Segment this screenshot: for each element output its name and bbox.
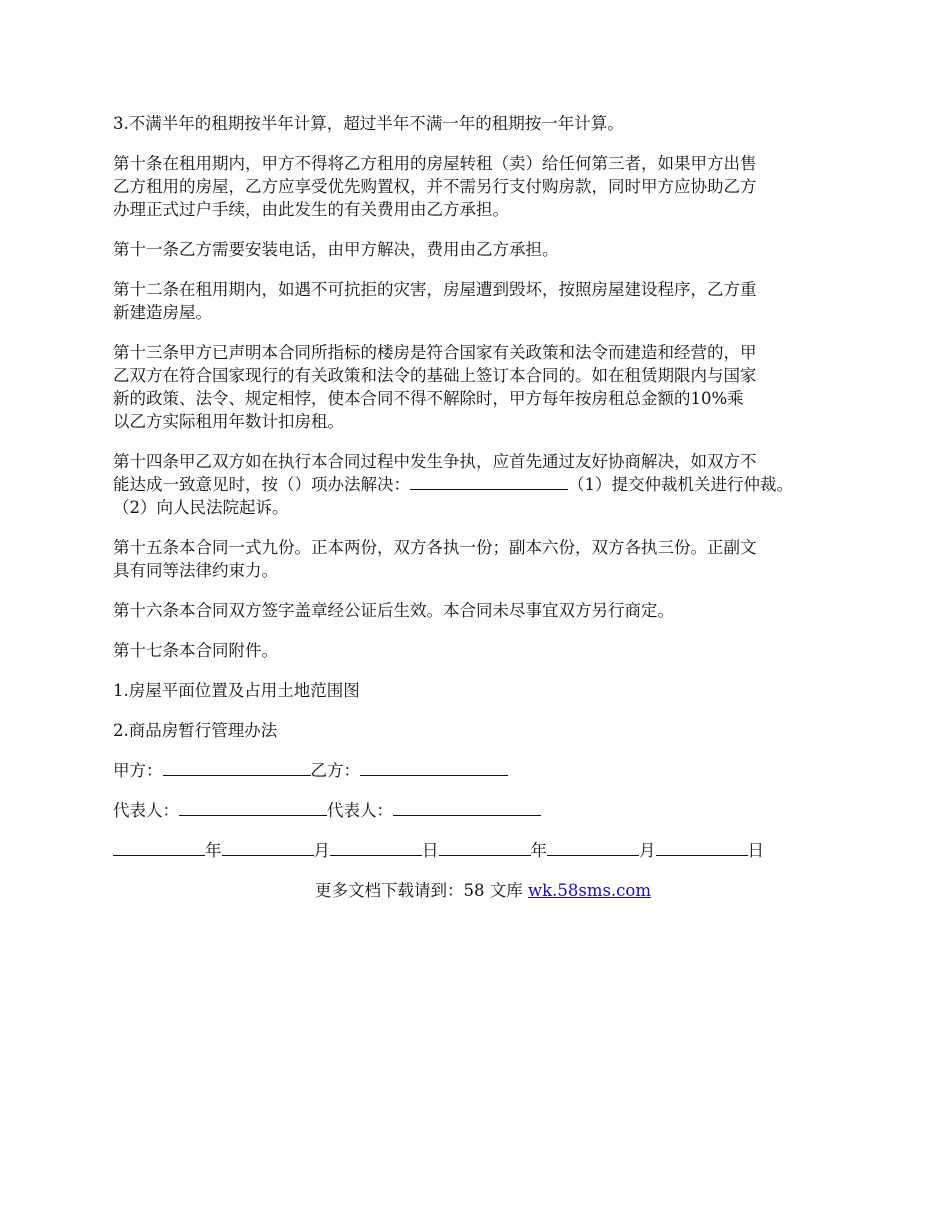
day-b-blank — [656, 839, 748, 856]
footer-link[interactable]: wk.58sms.com — [527, 881, 651, 900]
footer — [113, 879, 853, 902]
text-line: 乙双方在符合国家现行的有关政策和法令的基础上签订本合同的。如在租赁期限内与国家 — [113, 366, 757, 385]
text-line: 办理正式过户手续，由此发生的有关费用由乙方承担。 — [113, 200, 509, 219]
party-a-blank — [163, 759, 311, 776]
text-line: 第十条在租用期内，甲方不得将乙方租用的房屋转租（卖）给任何第三者，如果甲方出售 — [113, 154, 757, 173]
day-label: 日 — [422, 841, 439, 860]
day-a-blank — [330, 839, 422, 856]
text-line: 第十五条本合同一式九份。正本两份，双方各执一份；副本六份，双方各执三份。正副文 — [113, 538, 757, 557]
footer-text: 更多文档下载请到：58 文库 — [314, 881, 528, 900]
attachment-1 — [113, 679, 853, 702]
month-label: 月 — [313, 841, 330, 860]
rep-b-label: 代表人： — [327, 801, 393, 820]
paragraph-article-10 — [113, 152, 853, 221]
text-line: 第十七条本合同附件。 — [113, 641, 278, 660]
text-line: 第十一条乙方需要安装电话，由甲方解决，费用由乙方承担。 — [113, 240, 559, 259]
paragraph-article-17 — [113, 639, 853, 662]
month-label: 月 — [639, 841, 656, 860]
text-line: 3.不满半年的租期按半年计算，超过半年不满一年的租期按一年计算。 — [113, 114, 624, 133]
text-line: 第十二条在租用期内，如遇不可抗拒的灾害，房屋遭到毁坏，按照房屋建设程序，乙方重 — [113, 280, 757, 299]
paragraph-article-14 — [113, 450, 853, 519]
document-page — [113, 112, 853, 902]
text-line: 新的政策、法令、规定相悖，使本合同不得不解除时，甲方每年按房租总金额的10%乘 — [113, 389, 744, 408]
party-b-label: 乙方： — [310, 761, 360, 780]
signature-parties — [113, 759, 853, 782]
year-a-blank — [113, 839, 205, 856]
text-line: 乙方租用的房屋，乙方应享受优先购置权，并不需另行支付购房款，同时甲方应协助乙方 — [113, 177, 757, 196]
text-line — [113, 473, 853, 496]
paragraph-article-12 — [113, 278, 853, 324]
paragraph-article-15 — [113, 536, 853, 582]
text-line: （2）向人民法院起诉。 — [113, 498, 289, 517]
rep-a-blank — [179, 799, 327, 816]
paragraph-3 — [113, 112, 853, 135]
text-line: 以乙方实际租用年数计扣房租。 — [113, 412, 344, 431]
text-fragment: 能达成一致意见时，按（）项办法解决： — [113, 475, 410, 494]
text-line — [113, 799, 853, 822]
signature-representatives — [113, 799, 853, 822]
party-b-blank — [360, 759, 508, 776]
text-line — [113, 759, 853, 782]
party-a-label: 甲方： — [113, 761, 163, 780]
rep-a-label: 代表人： — [113, 801, 179, 820]
month-b-blank — [547, 839, 639, 856]
text-line: 第十六条本合同双方签字盖章经公证后生效。本合同未尽事宜双方另行商定。 — [113, 601, 674, 620]
text-line: 新建造房屋。 — [113, 303, 212, 322]
day-label: 日 — [747, 841, 764, 860]
year-label: 年 — [530, 841, 547, 860]
attachment-2 — [113, 719, 853, 742]
paragraph-article-11 — [113, 238, 853, 261]
paragraph-article-16 — [113, 599, 853, 622]
text-line: 1.房屋平面位置及占用土地范围图 — [113, 681, 360, 700]
year-b-blank — [439, 839, 531, 856]
text-line: 具有同等法律约束力。 — [113, 561, 278, 580]
signature-dates — [113, 839, 853, 862]
month-a-blank — [222, 839, 314, 856]
text-line: 第十四条甲乙双方如在执行本合同过程中发生争执，应首先通过友好协商解决，如双方不 — [113, 452, 757, 471]
text-line: 2.商品房暂行管理办法 — [113, 721, 278, 740]
text-fragment: （1）提交仲裁机关进行仲裁。 — [568, 475, 793, 494]
paragraph-article-13 — [113, 341, 853, 433]
rep-b-blank — [393, 799, 541, 816]
text-line — [113, 839, 853, 862]
year-label: 年 — [205, 841, 222, 860]
fill-in-blank — [410, 473, 568, 490]
text-line: 第十三条甲方已声明本合同所指标的楼房是符合国家有关政策和法令而建造和经营的，甲 — [113, 343, 757, 362]
